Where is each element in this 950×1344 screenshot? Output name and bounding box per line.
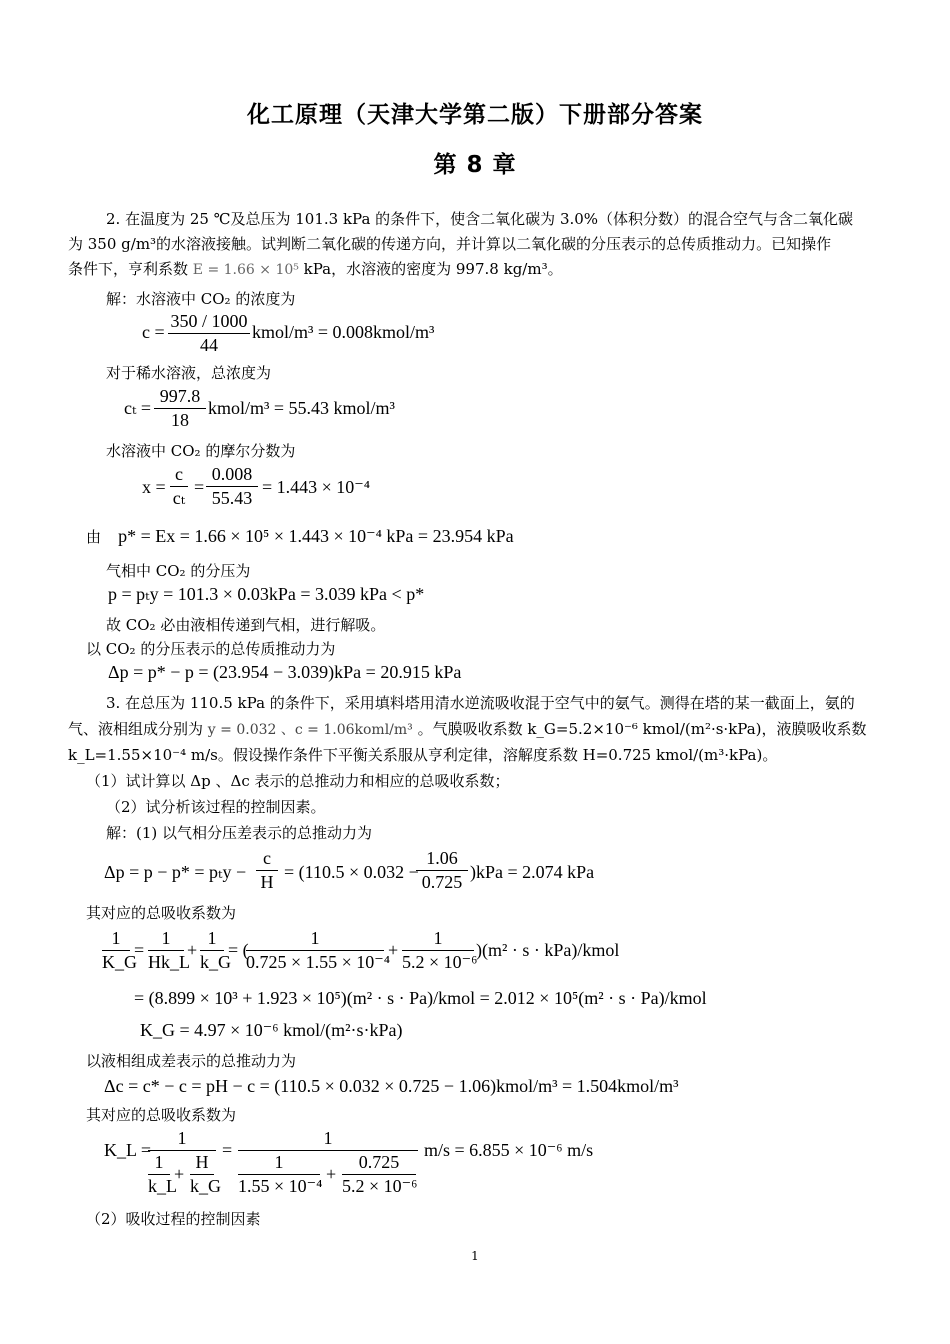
problem-3-question-1: （1）试计算以 Δp 、Δc 表示的总推动力和相应的总吸收系数；	[86, 772, 510, 790]
fraction-bar	[102, 950, 130, 951]
fraction-numerator: 0.725	[358, 1152, 400, 1172]
problem-3-line-1: 3. 在总压为 110.5 kPa 的条件下，采用填料塔用清水逆流吸收混于空气中的氨气。测得在塔的某一截面上，氨的	[106, 694, 855, 712]
sub-fraction-1	[238, 1152, 323, 1197]
problem-2-line-2: 为 350 g/m³的水溶液接触。试判断二氧化碳的传递方向，并计算以二氧化碳的分压表示的总传质推动力。已知操作	[68, 235, 832, 253]
fraction-bar	[238, 1174, 320, 1175]
eq-gas-driving-mid: = (110.5 × 0.032 −	[284, 862, 419, 882]
fraction-bar	[148, 1150, 216, 1151]
solution-2-step-5: 气相中 CO₂ 的分压为	[106, 562, 251, 580]
eq-total-conc-left: cₜ =	[124, 398, 152, 418]
fraction-bar	[256, 870, 278, 871]
eq-mole-fraction-mid: =	[194, 477, 205, 497]
fraction-denominator: cₜ	[172, 488, 186, 508]
sub-plus: +	[326, 1164, 337, 1184]
fraction-denominator: 0.725 × 1.55 × 10⁻⁴	[246, 952, 391, 972]
fraction-bar	[416, 870, 468, 871]
fraction-numerator: 350 / 1000	[170, 311, 248, 331]
eq-kg-equals: =	[134, 940, 145, 960]
sub-fraction-2	[342, 1152, 416, 1197]
eq-kg-result: K_G = 4.97 × 10⁻⁶ kmol/(m²·s·kPa)	[140, 1020, 403, 1040]
eq-kg-equals-2: = (	[228, 940, 249, 960]
sub-fraction-2	[190, 1152, 221, 1197]
problem-2-line-3-text-b: kPa，水溶液的密度为 997.8 kg/m³。	[303, 260, 563, 278]
fraction-numerator: 0.008	[211, 464, 253, 484]
fraction-denominator: k_G	[190, 1176, 221, 1196]
prefix-text: 由	[86, 528, 102, 546]
solution-2-step-7: 以 CO₂ 的分压表示的总传质推动力为	[86, 640, 336, 658]
eq-driving-force: Δp = p* − p = (23.954 − 3.039)kPa = 20.915 kPa	[108, 662, 462, 682]
eq-kl-equals: =	[222, 1140, 233, 1160]
eq-mole-fraction-fraction-2	[206, 464, 258, 509]
eq-kg-right: )(m² · s · kPa)/kmol	[476, 940, 620, 960]
fraction-bar	[238, 1150, 418, 1151]
fraction-denominator: 18	[171, 410, 189, 430]
solution-3-step-2: 其对应的总吸收系数为	[86, 904, 237, 922]
fraction-numerator: 1	[154, 1152, 164, 1172]
problem-2-line-3-text-a: 条件下，亨利系数	[68, 260, 189, 278]
eq-total-conc-fraction	[154, 386, 206, 431]
solution-3-step-3: 以液相组成差表示的总推动力为	[86, 1052, 297, 1070]
fraction-bar	[148, 950, 184, 951]
composition-inline: y = 0.032 、c = 1.06koml/m³	[207, 722, 413, 738]
eq-mole-fraction-left: x =	[142, 477, 166, 497]
fraction-denominator: Hk_L	[148, 952, 190, 972]
fraction-numerator: 1	[274, 1152, 284, 1172]
sub-fraction-1	[148, 1152, 177, 1197]
eq-kg-frac-3	[200, 928, 231, 973]
eq-kg-frac-5	[402, 928, 478, 973]
eq-gas-driving-fraction-1	[256, 848, 278, 893]
fraction-numerator: 1	[323, 1128, 333, 1148]
fraction-bar	[402, 950, 474, 951]
fraction-numerator: c	[175, 464, 183, 484]
fraction-bar	[246, 950, 384, 951]
eq-kl-right: m/s = 6.855 × 10⁻⁶ m/s	[424, 1140, 594, 1160]
fraction-bar	[200, 950, 224, 951]
eq-kg-frac-1	[102, 928, 137, 973]
problem-3-line-2-text-a: 气、液相组成分别为	[68, 720, 204, 738]
sub-plus: +	[174, 1164, 185, 1184]
solution-2-step-1: 解：水溶液中 CO₂ 的浓度为	[106, 290, 296, 308]
fraction-bar	[148, 1174, 170, 1175]
fraction-denominator: 1.55 × 10⁻⁴	[238, 1176, 323, 1196]
fraction-denominator: 44	[200, 335, 218, 355]
eq-mole-fraction-fraction-1	[170, 464, 188, 509]
fraction-numerator: 997.8	[159, 386, 201, 406]
problem-3-line-3: k_L=1.55×10⁻⁴ m/s。假设操作条件下平衡关系服从亨利定律，溶解度系数 H=0.725 kmol/(m³·kPa)。	[68, 746, 778, 764]
fraction-bar	[206, 486, 258, 487]
eq-liquid-driving: Δc = c* − c = pH − c = (110.5 × 0.032 × 0.725 − 1.06)kmol/m³ = 1.504kmol/m³	[104, 1076, 679, 1096]
document-title: 化工原理（天津大学第二版）下册部分答案	[247, 102, 703, 128]
fraction-bar	[342, 1174, 416, 1175]
solution-2-step-3: 水溶液中 CO₂ 的摩尔分数为	[106, 442, 296, 460]
page-number: 1	[471, 1249, 479, 1263]
fraction-denominator: 0.725	[421, 872, 463, 892]
fraction-denominator: 55.43	[211, 488, 253, 508]
problem-3-question-2: （2）试分析该过程的控制因素。	[106, 798, 326, 816]
chapter-heading: 第 8 章	[433, 152, 517, 178]
problem-3-line-2	[68, 718, 867, 741]
eq-kg-plus-2: +	[388, 940, 399, 960]
eq-kg-frac-2	[148, 928, 190, 973]
eq-kl-frac-2	[238, 1128, 418, 1200]
fraction-numerator: 1	[111, 928, 121, 948]
fraction-numerator: 1.06	[426, 848, 458, 868]
fraction-numerator: c	[263, 848, 271, 868]
eq-gas-driving-left: Δp = p − p* = pₜy −	[104, 862, 247, 882]
fraction-denominator	[238, 1152, 418, 1200]
eq-equilibrium-pressure: p* = Ex = 1.66 × 10⁵ × 1.443 × 10⁻⁴ kPa = 23.954 kPa	[118, 526, 514, 546]
eq-concentration-fraction	[168, 311, 250, 356]
fraction-numerator: 1	[310, 928, 320, 948]
fraction-numerator: 1	[433, 928, 443, 948]
solution-3-part-2-heading: （2）吸收过程的控制因素	[86, 1210, 261, 1228]
fraction-numerator: 1	[207, 928, 217, 948]
fraction-denominator: 5.2 × 10⁻⁶	[402, 952, 478, 972]
fraction-bar	[154, 408, 206, 409]
eq-kg-plus: +	[187, 940, 198, 960]
fraction-denominator: k_G	[200, 952, 231, 972]
fraction-numerator: 1	[177, 1128, 187, 1148]
problem-2-line-3	[68, 258, 563, 281]
fraction-denominator	[148, 1152, 221, 1200]
problem-2-line-1: 2. 在温度为 25 ℃及总压为 101.3 kPa 的条件下，使含二氧化碳为 3.0%（体积分数）的混合空气与含二氧化碳	[106, 210, 854, 228]
problem-3-line-2-text-b: 。气膜吸收系数 k_G=5.2×10⁻⁶ kmol/(m²·s·kPa)，液膜吸收系数	[417, 720, 867, 738]
eq-concentration-left: c =	[142, 322, 165, 342]
eq-concentration-right: kmol/m³ = 0.008kmol/m³	[252, 322, 435, 342]
eq-gas-partial-pressure: p = pₜy = 101.3 × 0.03kPa = 3.039 kPa < p*	[108, 584, 425, 604]
solution-3-step-4: 其对应的总吸收系数为	[86, 1106, 237, 1124]
fraction-numerator: 1	[161, 928, 171, 948]
eq-gas-driving-right: )kPa = 2.074 kPa	[470, 862, 595, 882]
eq-kl-left: K_L =	[104, 1140, 151, 1160]
fraction-numerator: H	[195, 1152, 209, 1172]
eq-kl-frac-1	[148, 1128, 221, 1200]
fraction-denominator: 5.2 × 10⁻⁶	[342, 1176, 418, 1196]
fraction-denominator: k_L	[148, 1176, 177, 1196]
solution-2-step-2: 对于稀水溶液，总浓度为	[106, 364, 272, 382]
solution-3-step-1: 解：(1) 以气相分压差表示的总推动力为	[106, 824, 373, 842]
henry-constant-inline: E = 1.66 × 10⁵	[192, 262, 299, 278]
eq-gas-driving-fraction-2	[416, 848, 468, 893]
eq-mole-fraction-right: = 1.443 × 10⁻⁴	[262, 477, 371, 497]
fraction-denominator: K_G	[102, 952, 137, 972]
fraction-bar	[170, 486, 188, 487]
fraction-denominator: H	[260, 872, 274, 892]
eq-kg-frac-4	[246, 928, 391, 973]
equilibrium-pressure-line	[86, 526, 514, 548]
solution-2-conclusion: 故 CO₂ 必由液相传递到气相，进行解吸。	[106, 616, 386, 634]
fraction-bar	[168, 333, 250, 334]
fraction-bar	[190, 1174, 214, 1175]
eq-kg-evaluated: = (8.899 × 10³ + 1.923 × 10⁵)(m² · s · Pa)/kmol = 2.012 × 10⁵(m² · s · Pa)/kmol	[134, 988, 707, 1008]
eq-total-conc-right: kmol/m³ = 55.43 kmol/m³	[208, 398, 395, 418]
